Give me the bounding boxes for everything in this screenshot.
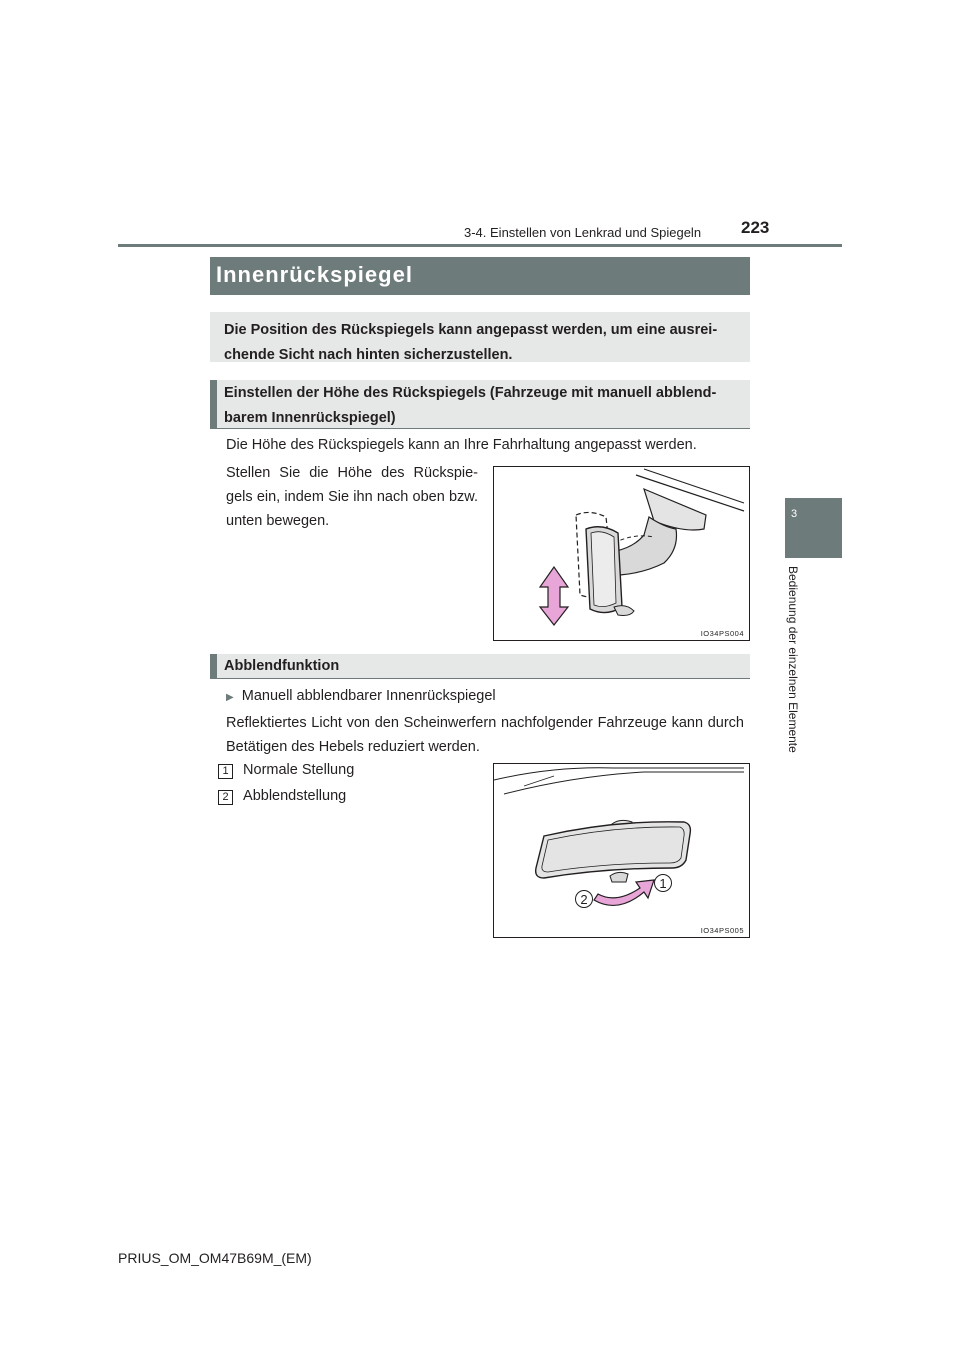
callout-1: 1 xyxy=(659,876,667,891)
chapter-tab xyxy=(785,498,842,558)
height-adjust-text-2: Stellen Sie die Höhe des Rückspie-gels ein, indem Sie ihn nach oben bzw. unten bewegen. xyxy=(226,465,478,529)
mirror-height-illustration xyxy=(494,467,749,640)
list-item xyxy=(218,784,346,808)
header-rule xyxy=(118,244,842,247)
subheading-dimming-text: Abblendfunktion xyxy=(224,658,340,674)
item-number-2: 2 xyxy=(218,790,233,805)
subheading-height-adjust xyxy=(210,380,750,429)
dimming-bullet-text: Manuell abblendbarer Innenrückspiegel xyxy=(241,688,496,704)
section-title-bar xyxy=(210,257,750,295)
page-number: 223 xyxy=(741,218,770,237)
chapter-title: Bedienung der einzelnen Elemente xyxy=(786,566,800,753)
intro-text: Die Position des Rückspiegels kann angepasst werden, um eine ausrei-chende Sicht nach hinten sicherzustellen. xyxy=(224,322,718,363)
running-header: 3-4. Einstellen von Lenkrad und Spiegeln xyxy=(464,225,702,240)
item-label-1: Normale Stellung xyxy=(243,762,355,778)
item-label-2: Abblendstellung xyxy=(243,788,347,804)
list-item xyxy=(218,758,354,782)
figure-mirror-height xyxy=(493,466,750,641)
subheading-dimming xyxy=(210,654,750,679)
bullet-arrow-icon: ▶ xyxy=(226,692,234,703)
dimming-bullet xyxy=(226,684,496,710)
figure-mirror-dimming xyxy=(493,763,750,938)
document-id: PRIUS_OM_OM47B69M_(EM) xyxy=(118,1250,312,1266)
dimming-text: Reflektiertes Licht von den Scheinwerfern nachfolgender Fahrzeuge kann durch Betätigen des Hebels reduziert werden. xyxy=(226,715,744,755)
chapter-number: 3 xyxy=(791,508,798,520)
subheading-height-adjust-text: Einstellen der Höhe des Rückspiegels (Fahrzeuge mit manuell abblend-barem Innenrückspiegel) xyxy=(224,385,717,426)
callout-2: 2 xyxy=(580,892,588,907)
intro-box xyxy=(210,312,750,362)
figure-code: IO34PS004 xyxy=(700,629,744,638)
figure-code: IO34PS005 xyxy=(700,926,744,935)
section-title: Innenrückspiegel xyxy=(216,262,413,287)
item-number-1: 1 xyxy=(218,764,233,779)
height-adjust-text-1: Die Höhe des Rückspiegels kann an Ihre Fahrhaltung angepasst werden. xyxy=(226,437,697,453)
mirror-dimming-illustration xyxy=(494,764,749,937)
